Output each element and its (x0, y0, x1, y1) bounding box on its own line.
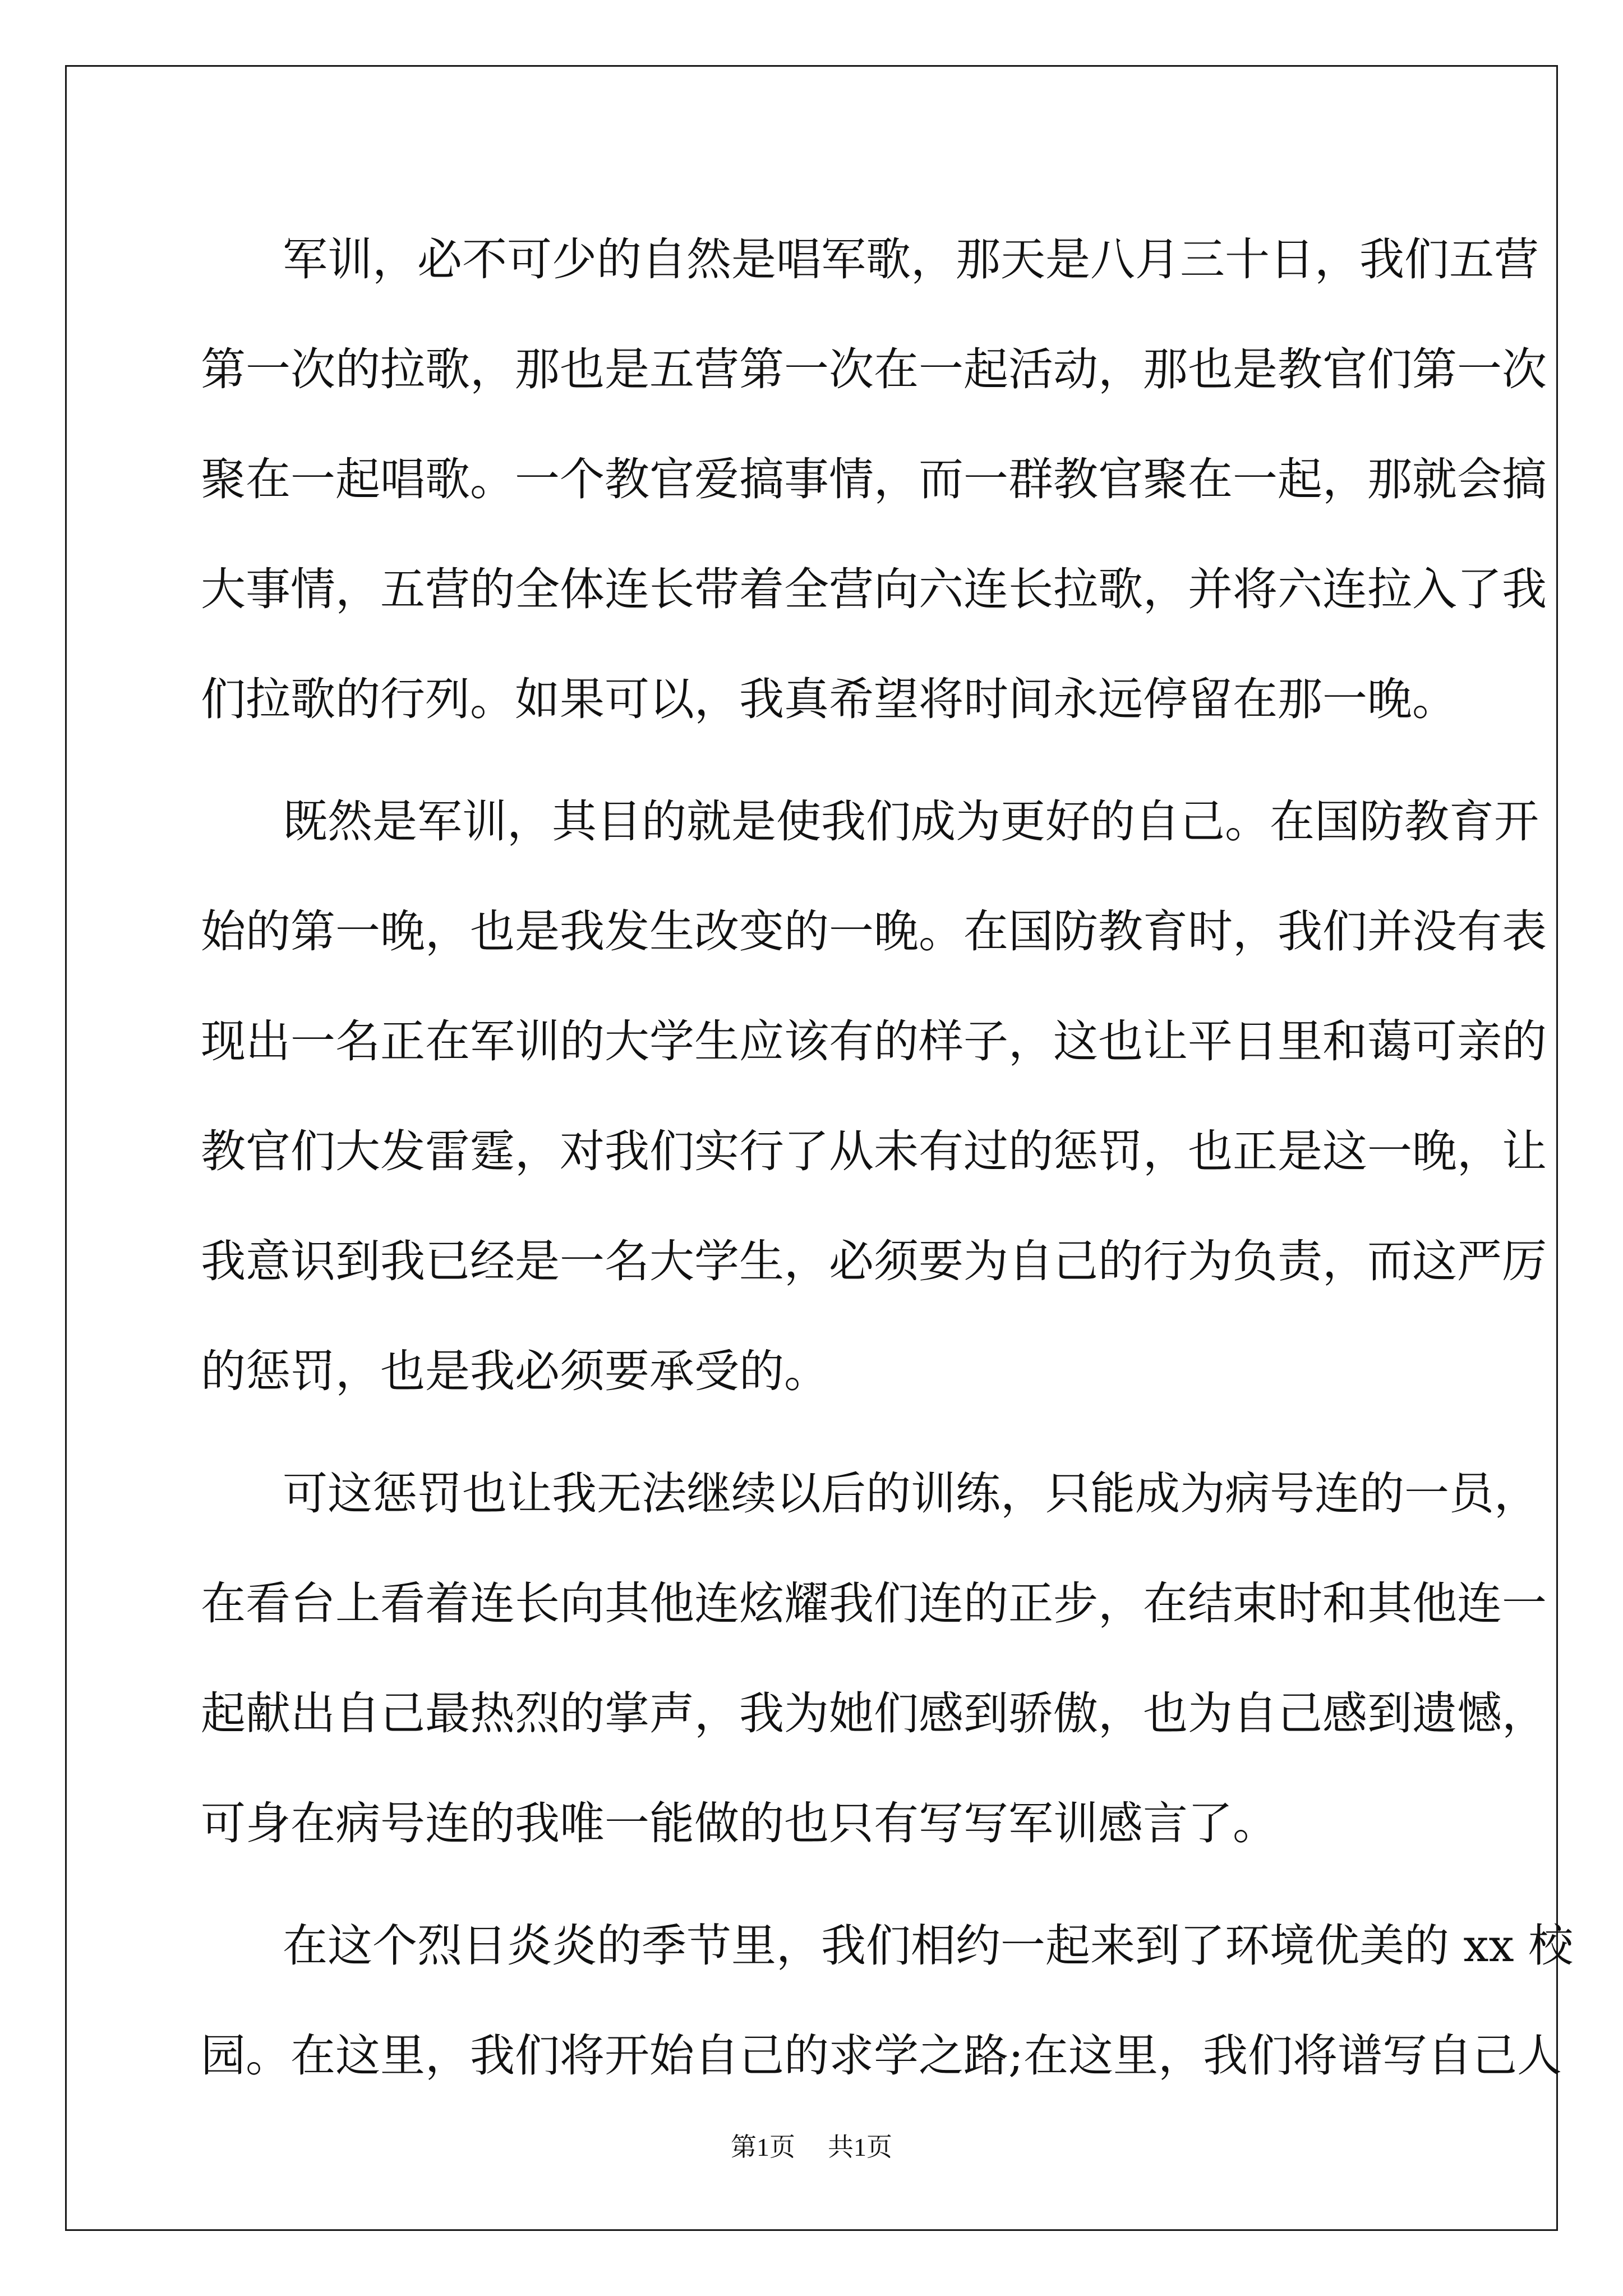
text-line: 现出一名正在军训的大学生应该有的样子，这也让平日里和蔼可亲的 (201, 1015, 1547, 1068)
document-body (201, 205, 1574, 2111)
text-line: 教官们大发雷霆，对我们实行了从未有过的惩罚，也正是这一晚，让 (201, 1125, 1547, 1177)
text-line: 军训，必不可少的自然是唱军歌，那天是八月三十日，我们五营 (283, 233, 1539, 286)
paragraph-3 (201, 1439, 1547, 1879)
page-number: 第1页 (731, 2133, 795, 2161)
text-line: 我意识到我已经是一名大学生，必须要为自己的行为负责，而这严厉 (201, 1235, 1547, 1287)
text-line: 们拉歌的行列。如果可以，我真希望将时间永远停留在那一晚。 (201, 673, 1457, 725)
text-line: 园。在这里，我们将开始自己的求学之路;在这里，我们将谱写自己人 (201, 2030, 1562, 2082)
text-line: 的惩罚，也是我必须要承受的。 (201, 1345, 829, 1397)
page-footer (0, 2131, 1623, 2164)
text-line: 在这个烈日炎炎的季节里，我们相约一起来到了环境优美的 xx 校 (283, 1920, 1574, 1972)
text-line: 第一次的拉歌，那也是五营第一次在一起活动，那也是教官们第一次 (201, 343, 1547, 395)
text-line: 聚在一起唱歌。一个教官爱搞事情，而一群教官聚在一起，那就会搞 (201, 453, 1547, 505)
page-total: 共1页 (828, 2133, 892, 2161)
text-line: 起献出自己最热烈的掌声，我为她们感到骄傲，也为自己感到遗憾， (201, 1687, 1547, 1740)
paragraph-1 (201, 205, 1547, 754)
paragraph-2 (201, 767, 1547, 1427)
text-line: 在看台上看着连长向其他连炫耀我们连的正步，在结束时和其他连一 (201, 1577, 1547, 1630)
text-line: 可身在病号连的我唯一能做的也只有写写军训感言了。 (201, 1797, 1278, 1849)
text-line: 大事情，五营的全体连长带着全营向六连长拉歌，并将六连拉入了我 (201, 563, 1547, 615)
paragraph-4 (201, 1891, 1574, 2111)
text-line: 可这惩罚也让我无法继续以后的训练，只能成为病号连的一员， (283, 1467, 1539, 1520)
text-line: 始的第一晚，也是我发生改变的一晚。在国防教育时，我们并没有表 (201, 905, 1547, 958)
text-line: 既然是军训，其目的就是使我们成为更好的自己。在国防教育开 (283, 795, 1539, 848)
